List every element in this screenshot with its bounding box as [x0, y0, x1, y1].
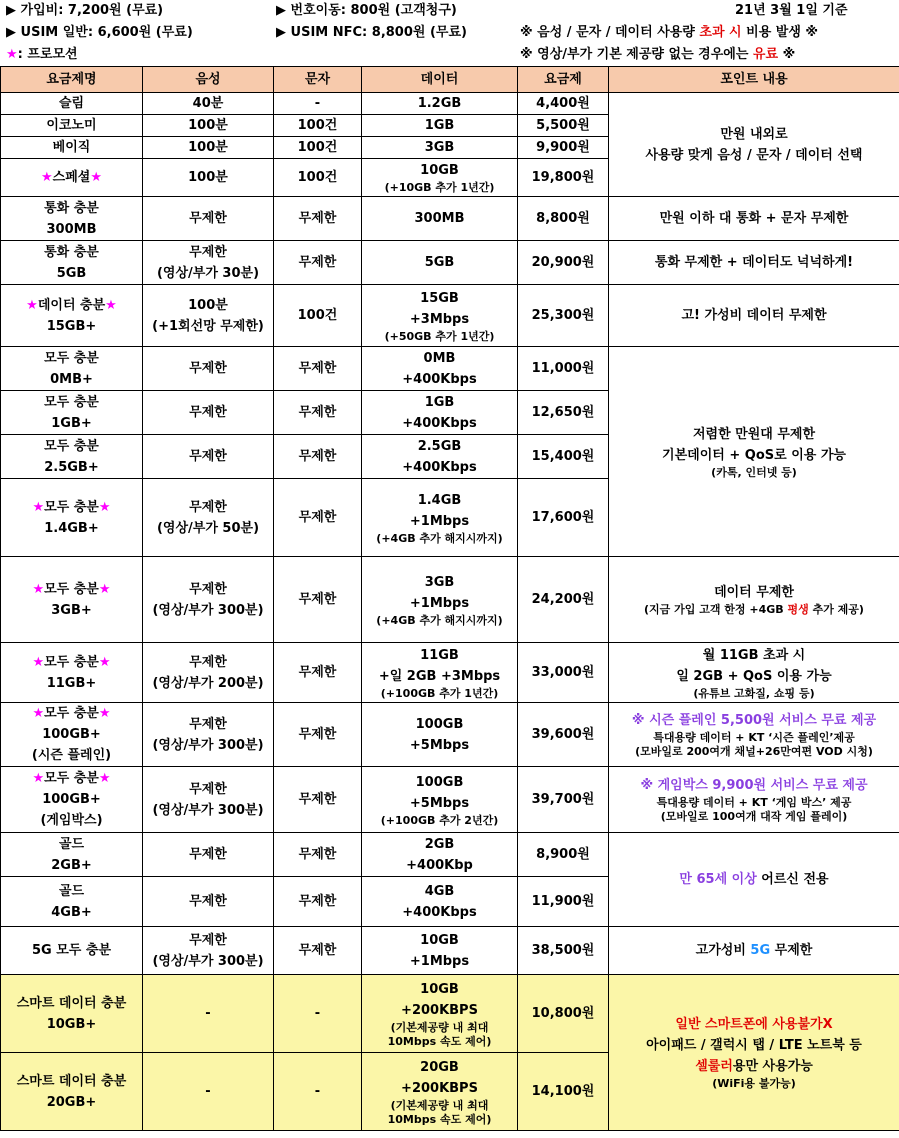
data: 4GB +400Kbps — [362, 877, 518, 927]
data: 1.2GB — [362, 93, 518, 115]
voice: 100분 — [143, 159, 274, 197]
voice: 무제한 (영상/부가 200분) — [143, 643, 274, 703]
sms: 무제한 — [274, 767, 362, 833]
sms: 무제한 — [274, 197, 362, 241]
price: 8,900원 — [518, 833, 609, 877]
price: 12,650원 — [518, 391, 609, 435]
table-row — [1, 93, 899, 115]
data: 10GB +200KBPS (기본제공량 내 최대 10Mbps 속도 제어) — [362, 975, 518, 1053]
price: 10,800원 — [518, 975, 609, 1053]
plan-table — [0, 66, 899, 1131]
voice: 무제한 — [143, 391, 274, 435]
data: 20GB +200KBPS (기본제공량 내 최대 10Mbps 속도 제어) — [362, 1053, 518, 1131]
plan-name: 5G 모두 충분 — [1, 927, 143, 975]
data: 15GB +3Mbps (+50GB 추가 1년간) — [362, 285, 518, 347]
sms: 100건 — [274, 115, 362, 137]
price: 14,100원 — [518, 1053, 609, 1131]
point-senior: 만 65세 이상 어르신 전용 — [609, 833, 899, 927]
data: 100GB +5Mbps — [362, 703, 518, 767]
point-5g: 고가성비 5G 무제한 — [609, 927, 899, 975]
star-icon: ★ — [90, 170, 102, 185]
table-row — [1, 975, 899, 1053]
plan-name: 모두 충분 1GB+ — [1, 391, 143, 435]
data: 1GB — [362, 115, 518, 137]
table-row — [1, 703, 899, 767]
plan-name: ★모두 충분★ 11GB+ — [1, 643, 143, 703]
col-voice: 음성 — [143, 67, 274, 93]
point-call: 만원 이하 대 통화 + 문자 무제한 — [609, 197, 899, 241]
voice: 무제한 — [143, 435, 274, 479]
voice: 무제한 (영상/부가 300분) — [143, 703, 274, 767]
plan-name: ★모두 충분★ 3GB+ — [1, 557, 143, 643]
price: 11,000원 — [518, 347, 609, 391]
plan-name: 골드 4GB+ — [1, 877, 143, 927]
star-icon: ★ — [105, 297, 117, 313]
point-call-data: 통화 무제한 + 데이터도 넉넉하게! — [609, 241, 899, 285]
star-icon: ★ — [98, 706, 111, 721]
sms: 100건 — [274, 137, 362, 159]
star-icon: ★ — [98, 499, 111, 515]
star-icon: ★ — [32, 499, 45, 515]
price: 4,400원 — [518, 93, 609, 115]
table-row — [1, 927, 899, 975]
table-row — [1, 347, 899, 391]
sms: 100건 — [274, 159, 362, 197]
voice: 100분 — [143, 137, 274, 159]
plan-name: ★모두 충분★ 100GB+ (게임박스) — [1, 767, 143, 833]
data: 1.4GB +1Mbps (+4GB 추가 해지시까지) — [362, 479, 518, 557]
point-lifetime: 데이터 무제한 (지금 가입 고객 한정 +4GB 평생 추가 제공) — [609, 557, 899, 643]
voice: 100분 (+1회선망 무제한) — [143, 285, 274, 347]
table-row — [1, 285, 899, 347]
plan-name: 모두 충분 2.5GB+ — [1, 435, 143, 479]
plan-name: 베이직 — [1, 137, 143, 159]
plan-name: ★데이터 충분★ 15GB+ — [1, 285, 143, 347]
sms: 무제한 — [274, 643, 362, 703]
price: 5,500원 — [518, 115, 609, 137]
port-fee: ▶ 번호이동: 800원 (고객청구) — [276, 3, 457, 18]
plan-name: 이코노미 — [1, 115, 143, 137]
plan-name: 통화 충분 5GB — [1, 241, 143, 285]
sms: 100건 — [274, 285, 362, 347]
plan-name: ★모두 충분★ 1.4GB+ — [1, 479, 143, 557]
star-icon: ★ — [32, 581, 45, 597]
star-icon: ★ — [98, 581, 111, 597]
point-tablet-only: 일반 스마트폰에 사용불가X 아이패드 / 갤럭시 탭 / LTE 노트북 등 셀룰러용만 사용가능 (WiFi용 불가능) — [609, 975, 899, 1131]
overage-note: ※ 음성 / 문자 / 데이터 사용량 초과 시 비용 발생 ※ — [520, 25, 819, 40]
sms: 무제한 — [274, 557, 362, 643]
star-icon: ★ — [98, 654, 111, 670]
sms: 무제한 — [274, 833, 362, 877]
table-row — [1, 557, 899, 643]
table-row — [1, 643, 899, 703]
plan-name: ★스페셜★ — [1, 159, 143, 197]
plan-name: 스마트 데이터 충분 10GB+ — [1, 975, 143, 1053]
plan-name: 통화 충분 300MB — [1, 197, 143, 241]
plan-name: 스마트 데이터 충분 20GB+ — [1, 1053, 143, 1131]
table-row — [1, 767, 899, 833]
price: 39,600원 — [518, 703, 609, 767]
promotion-legend: ★: 프로모션 — [6, 47, 78, 62]
voice: 무제한 — [143, 197, 274, 241]
sms: 무제한 — [274, 391, 362, 435]
data: 10GB +1Mbps — [362, 927, 518, 975]
price: 25,300원 — [518, 285, 609, 347]
voice: 무제한 (영상/부가 50분) — [143, 479, 274, 557]
price: 38,500원 — [518, 927, 609, 975]
point-budget: 만원 내외로 사용량 맞게 음성 / 문자 / 데이터 선택 — [609, 93, 899, 197]
point-data-unlimited: 고! 가성비 데이터 무제한 — [609, 285, 899, 347]
table-row — [1, 197, 899, 241]
sms: 무제한 — [274, 241, 362, 285]
voice: 40분 — [143, 93, 274, 115]
data: 300MB — [362, 197, 518, 241]
paid-note: ※ 영상/부가 기본 제공량 없는 경우에는 유료 ※ — [520, 47, 796, 62]
sms: - — [274, 1053, 362, 1131]
star-icon: ★ — [32, 771, 45, 786]
header-info — [0, 0, 899, 66]
voice: - — [143, 1053, 274, 1131]
table-header — [1, 67, 899, 93]
sms: 무제한 — [274, 877, 362, 927]
signup-fee: ▶ 가입비: 7,200원 (무료) — [6, 3, 164, 18]
point-gamebox: ※ 게임박스 9,900원 서비스 무료 제공 특대용량 데이터 + KT ‘게임 박스’ 제공 (모바일로 100여개 대작 게임 플레이) — [609, 767, 899, 833]
star-icon: ★ — [32, 706, 45, 721]
price: 15,400원 — [518, 435, 609, 479]
usim-normal: ▶ USIM 일반: 6,600원 (무료) — [6, 25, 193, 40]
usim-nfc: ▶ USIM NFC: 8,800원 (무료) — [276, 25, 467, 40]
sms: - — [274, 93, 362, 115]
price: 20,900원 — [518, 241, 609, 285]
point-cheap-unlimited: 저렴한 만원대 무제한 기본데이터 + QoS로 이용 가능 (카톡, 인터넷 등) — [609, 347, 899, 557]
star-icon: ★ — [41, 170, 53, 185]
price: 11,900원 — [518, 877, 609, 927]
data: 3GB — [362, 137, 518, 159]
sms: 무제한 — [274, 347, 362, 391]
star-icon: ★ — [6, 47, 18, 62]
col-point: 포인트 내용 — [609, 67, 899, 93]
plan-name: 모두 충분 0MB+ — [1, 347, 143, 391]
data: 2.5GB +400Kbps — [362, 435, 518, 479]
sms: 무제한 — [274, 703, 362, 767]
sms: - — [274, 975, 362, 1053]
base-date: 21년 3월 1일 기준 — [735, 3, 848, 18]
data: 1GB +400Kbps — [362, 391, 518, 435]
data: 100GB +5Mbps (+100GB 추가 2년간) — [362, 767, 518, 833]
data: 3GB +1Mbps (+4GB 추가 해지시까지) — [362, 557, 518, 643]
voice: - — [143, 975, 274, 1053]
price: 9,900원 — [518, 137, 609, 159]
data: 2GB +400Kbp — [362, 833, 518, 877]
table-row — [1, 833, 899, 877]
voice: 무제한 (영상/부가 30분) — [143, 241, 274, 285]
star-icon: ★ — [32, 654, 45, 670]
price: 17,600원 — [518, 479, 609, 557]
voice: 무제한 (영상/부가 300분) — [143, 767, 274, 833]
voice: 무제한 — [143, 833, 274, 877]
sms: 무제한 — [274, 435, 362, 479]
point-daily: 월 11GB 초과 시 일 2GB + QoS 이용 가능 (유튜브 고화질, 쇼핑 등) — [609, 643, 899, 703]
plan-name: 슬림 — [1, 93, 143, 115]
price: 39,700원 — [518, 767, 609, 833]
table-row — [1, 241, 899, 285]
price: 19,800원 — [518, 159, 609, 197]
price: 33,000원 — [518, 643, 609, 703]
data: 11GB +일 2GB +3Mbps (+100GB 추가 1년간) — [362, 643, 518, 703]
col-sms: 문자 — [274, 67, 362, 93]
voice: 무제한 — [143, 347, 274, 391]
col-data: 데이터 — [362, 67, 518, 93]
voice: 무제한 (영상/부가 300분) — [143, 557, 274, 643]
data: 5GB — [362, 241, 518, 285]
voice: 무제한 (영상/부가 300분) — [143, 927, 274, 975]
star-icon: ★ — [98, 771, 111, 786]
plan-name: 골드 2GB+ — [1, 833, 143, 877]
voice: 100분 — [143, 115, 274, 137]
price: 24,200원 — [518, 557, 609, 643]
voice: 무제한 — [143, 877, 274, 927]
data: 10GB (+10GB 추가 1년간) — [362, 159, 518, 197]
plan-name: ★모두 충분★ 100GB+ (시즌 플레인) — [1, 703, 143, 767]
col-plan-name: 요금제명 — [1, 67, 143, 93]
star-icon: ★ — [26, 297, 38, 313]
price: 8,800원 — [518, 197, 609, 241]
sms: 무제한 — [274, 479, 362, 557]
sms: 무제한 — [274, 927, 362, 975]
col-price: 요금제 — [518, 67, 609, 93]
data: 0MB +400Kbps — [362, 347, 518, 391]
point-season: ※ 시즌 플레인 5,500원 서비스 무료 제공 특대용량 데이터 + KT ‘시즌 플레인’제공 (모바일로 200여개 채널+26만여편 VOD 시청) — [609, 703, 899, 767]
